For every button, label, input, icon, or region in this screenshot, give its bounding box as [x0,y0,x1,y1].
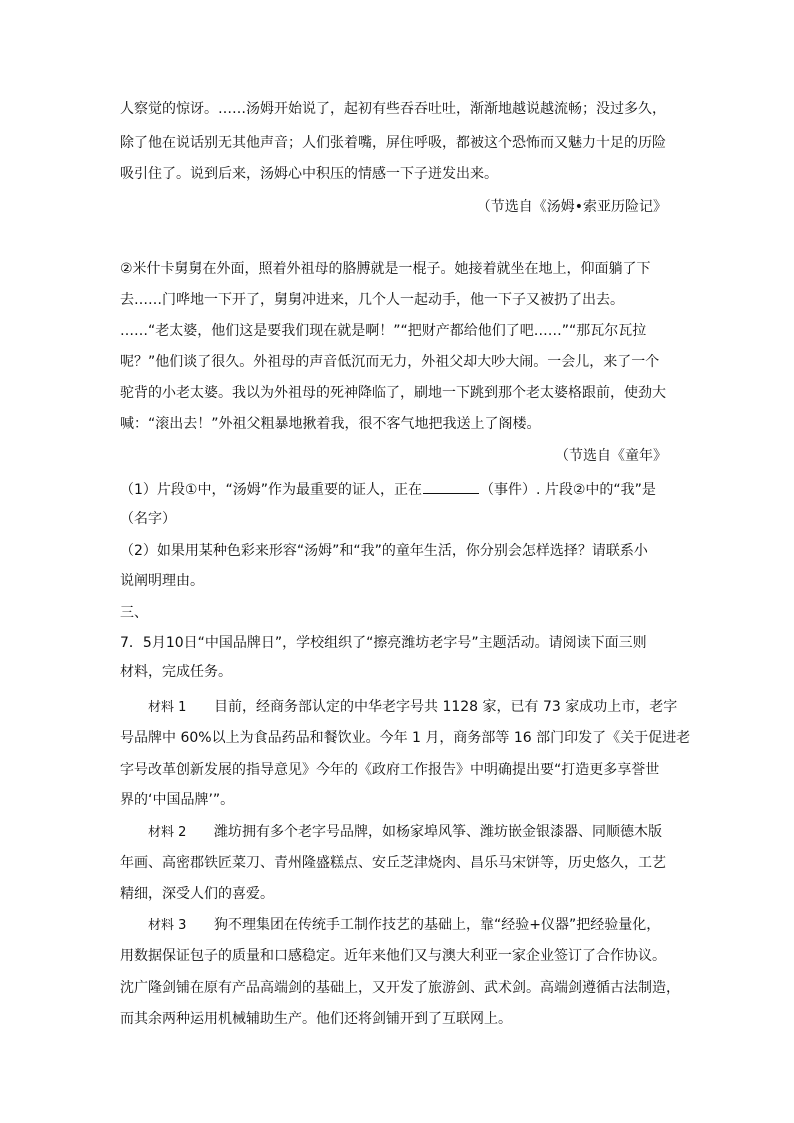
material-3-line [148,915,660,935]
material-1-line: 号品牌中 60%以上为食品药品和餐饮业。今年 1 月，商务部等 16 部门印发了《关于促进老 [120,730,691,746]
section-heading: 三、 [120,605,148,621]
passage1-source: （节选自《汤姆•索亚历险记》 [476,199,667,215]
passage1-line: 吸引住了。说到后来，汤姆心中积压的情感一下子迸发出来。 [120,166,498,182]
material-3-line: 而其余两种运用机械辅助生产。他们还将剑铺开到了互联网上。 [120,1011,512,1027]
passage2-line: 去……门哗地一下开了，舅舅冲进来，几个人一起动手，他一下子又被扔了出去。 [120,292,624,308]
question-1-text-b: （事件）. 片段②中的“我”是 [479,482,656,498]
question-1-line2: （名字） [120,511,176,527]
material-3-line: 沈广隆剑铺在原有产品高端剑的基础上，又开发了旅游剑、武术剑。高端剑遵循古法制造， [120,980,680,996]
question-1-text-a: （1）片段①中，“汤姆”作为最重要的证人，正在 [120,482,422,498]
material-1-line: 界的‘中国品牌’”。 [120,792,235,808]
material-3-text: 狗不理集团在传统手工制作技艺的基础上，靠“经验+仪器”把经验量化， [214,917,661,933]
question-2-line: 说阐明理由。 [120,573,204,589]
material-2-line: 年画、高密郡铁匠菜刀、青州隆盛糕点、安丘芝津烧肉、昌乐马宋饼等，历史悠久，工艺 [120,855,666,871]
material-3-line: 用数据保证包子的质量和口感稳定。近年来他们又与澳大利亚一家企业签订了合作协议。 [120,948,666,964]
passage2-line: ②米什卡舅舅在外面，照着外祖母的胳膊就是一棍子。她接着就坐在地上，仰面躺了下 [120,261,651,277]
material-3-label: 材料 3 [148,918,187,933]
material-1-line: 字号改革创新发展的指导意见》今年的《政府工作报告》中明确提出要“打造更多享誉世 [120,762,660,778]
material-2-label: 材料 2 [148,825,187,840]
passage2-line: 驼背的小老太婆。我以为外祖母的死神降临了，刷地一下跳到那个老太婆格跟前，使劲大 [120,385,666,401]
material-2-line [148,822,662,842]
passage1-line: 人察觉的惊讶。……汤姆开始说了，起初有些吞吞吐吐，渐渐地越说越流畅；没过多久， [120,101,666,117]
passage2-line: 呢？”他们谈了很久。外祖母的声音低沉而无力，外祖父却大吵大闹。一会儿，来了一个 [120,354,660,370]
material-1-line [148,697,677,717]
passage2-line: 喊：“滚出去！”外祖父粗暴地揪着我，很不客气地把我送上了阁楼。 [120,416,541,432]
answer-blank[interactable] [423,479,479,494]
material-1-text: 目前，经商务部认定的中华老字号共 1128 家，已有 73 家成功上市，老字 [214,699,678,715]
passage1-line: 除了他在说话别无其他声音；人们张着嘴，屏住呼吸，都被这个恐怖而又魅力十足的历险 [120,135,666,151]
question-1 [120,479,656,499]
question-2-line: （2）如果用某种色彩来形容“汤姆”和“我”的童年生活，你分别会怎样选择？请联系小 [120,543,648,559]
question-7-line: 7．5月10日“中国品牌日”，学校组织了“擦亮潍坊老字号”主题活动。请阅读下面三则 [120,635,647,651]
material-2-text: 潍坊拥有多个老字号品牌，如杨家埠风筝、潍坊嵌金银漆器、同顺德木版 [214,824,662,840]
material-2-line: 精细，深受人们的喜爱。 [120,886,274,902]
material-1-label: 材料 1 [148,700,187,715]
question-7-line: 材料，完成任务。 [120,664,232,680]
passage2-line: ……“老太婆，他们这是要我们现在就是啊！”“把财产都给他们了吧……”“那瓦尔瓦拉 [120,323,647,339]
passage2-source: （节选自《童年》 [555,448,667,464]
